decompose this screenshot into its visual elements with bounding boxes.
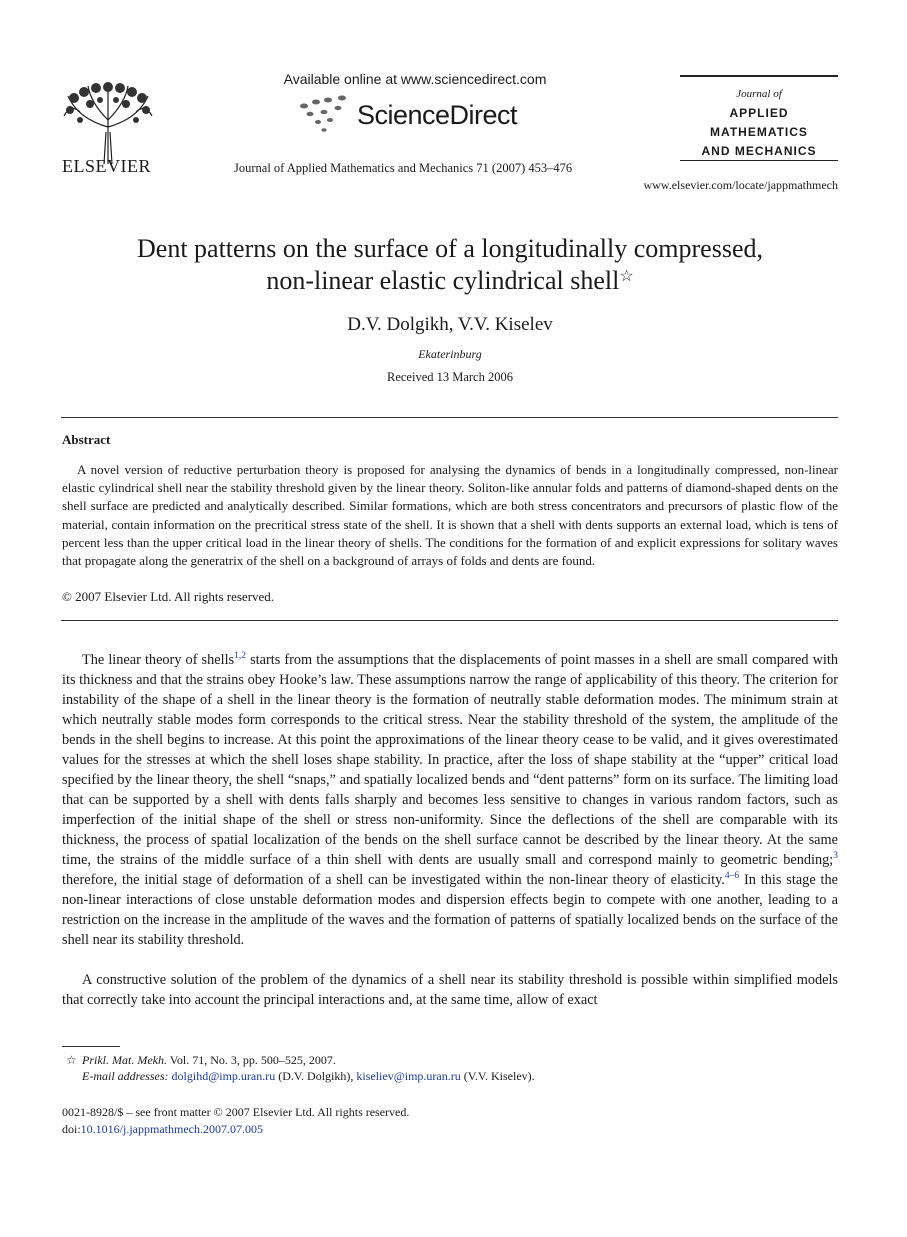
doi-label: doi: xyxy=(62,1122,81,1136)
journal-url-link[interactable]: www.elsevier.com/locate/jappmathmech xyxy=(643,178,838,192)
abstract-text: A novel version of reductive perturbation theory is proposed for analysing the dynamics of bends in a longitudinally compressed, non-linear elastic cylindrical shell near the stability threshold given by the linear theory. Soliton-like annular folds and patterns of diamond-shaped dents on the shell surface are predicted and analytically described. Similar formations, which are both stress concentrators and precursors of plastic flow of the material, contain information on the precritical stress state of the shell. It is shown that a shell with dents supports an external load, which is tens of percent less than the upper critical load in the linear theory of shells. The conditions for the formation of and explicit expressions for solitary waves that propagate along the generatrix of the shell on a background of arrays of folds and dents are found. xyxy=(62,462,838,569)
footnote-star-icon: ☆ xyxy=(66,1053,77,1067)
abstract-bottom-divider xyxy=(61,620,838,621)
email-label: E-mail addresses: xyxy=(82,1069,169,1083)
journal-logo-top-rule xyxy=(680,75,838,77)
p1-text-c: therefore, the initial stage of deformation of a shell can be investigated within the non-linear theory of elasticity. xyxy=(62,872,725,888)
journal-logo-line3: AND MECHANICS xyxy=(701,144,817,158)
sciencedirect-dots-icon xyxy=(298,92,358,136)
footnote-divider xyxy=(62,1046,120,1047)
abstract-top-divider xyxy=(61,417,838,418)
email-link-dolgikh[interactable]: dolgihd@imp.uran.ru xyxy=(171,1069,276,1083)
journal-logo-line2: MATHEMATICS xyxy=(710,125,808,139)
source-details: Vol. 71, No. 3, pp. 500–525, 2007. xyxy=(166,1053,336,1067)
footnote-source xyxy=(62,1052,838,1084)
authors: D.V. Dolgikh, V.V. Kiselev xyxy=(347,314,553,335)
p1-text-b: starts from the assumptions that the displacements of point masses in a shell are small compared with its thickness and that the strains obey Hooke’s law. These assumptions narrow the range of applicability of this theory. The criterion for instability of the shape of a shell in the linear theory is the formation of neutrally stable deformation modes. The minimum strain at which neutrally stable modes form corresponds to the critical stress. Near the stability threshold of the system, the amplitude of the bends in the shell begins to increase. At this point the approximations of the linear theory cease to be valid, and it gives overestimated values for the stresses at which the shell loses shape stability. In practice, after the loss of shape stability at the “upper” critical load specified by the linear theory, the shell “snaps,” and spatially localized bends and “dent patterns” form on its surface. The limiting load that can be supported by a shell with dents falls sharply and becomes less sensitive to changes in various random factors, such as imperfection of the initial shape of the shell or stress non-uniformity. Since the deflections of the shell are comparable with its thickness, the process of spatial localization of the bends on the shell surface cannot be described by the linear theory. At the same time, the strains of the middle surface of a thin shell with dents are usually small and correspond mainly to geometric bending; xyxy=(62,652,838,868)
citation-ref-3[interactable]: 3 xyxy=(833,851,838,862)
source-journal: Prikl. Mat. Mekh. xyxy=(82,1053,167,1067)
body-paragraph-1 xyxy=(62,650,838,950)
p1-text-a: The linear theory of shells xyxy=(82,652,235,668)
article-title xyxy=(60,233,840,297)
journal-logo-journal-of: Journal of xyxy=(736,88,782,100)
title-footnote-star-icon[interactable]: ☆ xyxy=(619,268,634,285)
journal-logo-line1: APPLIED xyxy=(729,106,789,120)
title-line1: Dent patterns on the surface of a longitudinally compressed, xyxy=(137,234,763,263)
doi-link[interactable]: 10.1016/j.jappmathmech.2007.07.005 xyxy=(80,1122,263,1136)
front-matter: 0021-8928/$ – see front matter © 2007 Elsevier Ltd. All rights reserved. xyxy=(62,1105,410,1119)
email-name-kiselev: (V.V. Kiselev). xyxy=(460,1069,535,1083)
email-link-kiselev[interactable]: kiseliev@imp.uran.ru xyxy=(356,1069,461,1083)
affiliation: Ekaterinburg xyxy=(418,347,482,361)
citation-ref-1-2[interactable]: 1,2 xyxy=(234,651,246,662)
citation-ref-4-6[interactable]: 4–6 xyxy=(724,871,740,882)
available-online-text[interactable]: Available online at www.sciencedirect.com xyxy=(283,71,547,87)
p1-text-d: In this stage the non-linear interactions of close unstable deformation modes and dispersion effects begin to compete with one another, leading to a restriction on the increase in the amplitude of the waves and the formation of patterns of spatially localized bends on the surface of the shell near its stability threshold. xyxy=(62,872,838,948)
doi-line xyxy=(62,1121,838,1137)
email-name-dolgikh: (D.V. Dolgikh), xyxy=(275,1069,357,1083)
abstract-heading: Abstract xyxy=(62,432,111,447)
sciencedirect-brand: ScienceDirect xyxy=(357,100,518,130)
journal-logo-bottom-rule xyxy=(680,160,838,161)
publisher-name: ELSEVIER xyxy=(62,156,151,176)
journal-citation: Journal of Applied Mathematics and Mechanics 71 (2007) 453–476 xyxy=(234,161,573,175)
received-date: Received 13 March 2006 xyxy=(386,370,513,384)
title-line2: non-linear elastic cylindrical shell xyxy=(266,266,620,295)
abstract-copyright: © 2007 Elsevier Ltd. All rights reserved. xyxy=(62,589,275,604)
body-paragraph-2: A constructive solution of the problem of the dynamics of a shell near its stability threshold is possible within simplified models that correctly take into account the principal interactions and, at the same time, allow of exact xyxy=(62,972,838,1008)
